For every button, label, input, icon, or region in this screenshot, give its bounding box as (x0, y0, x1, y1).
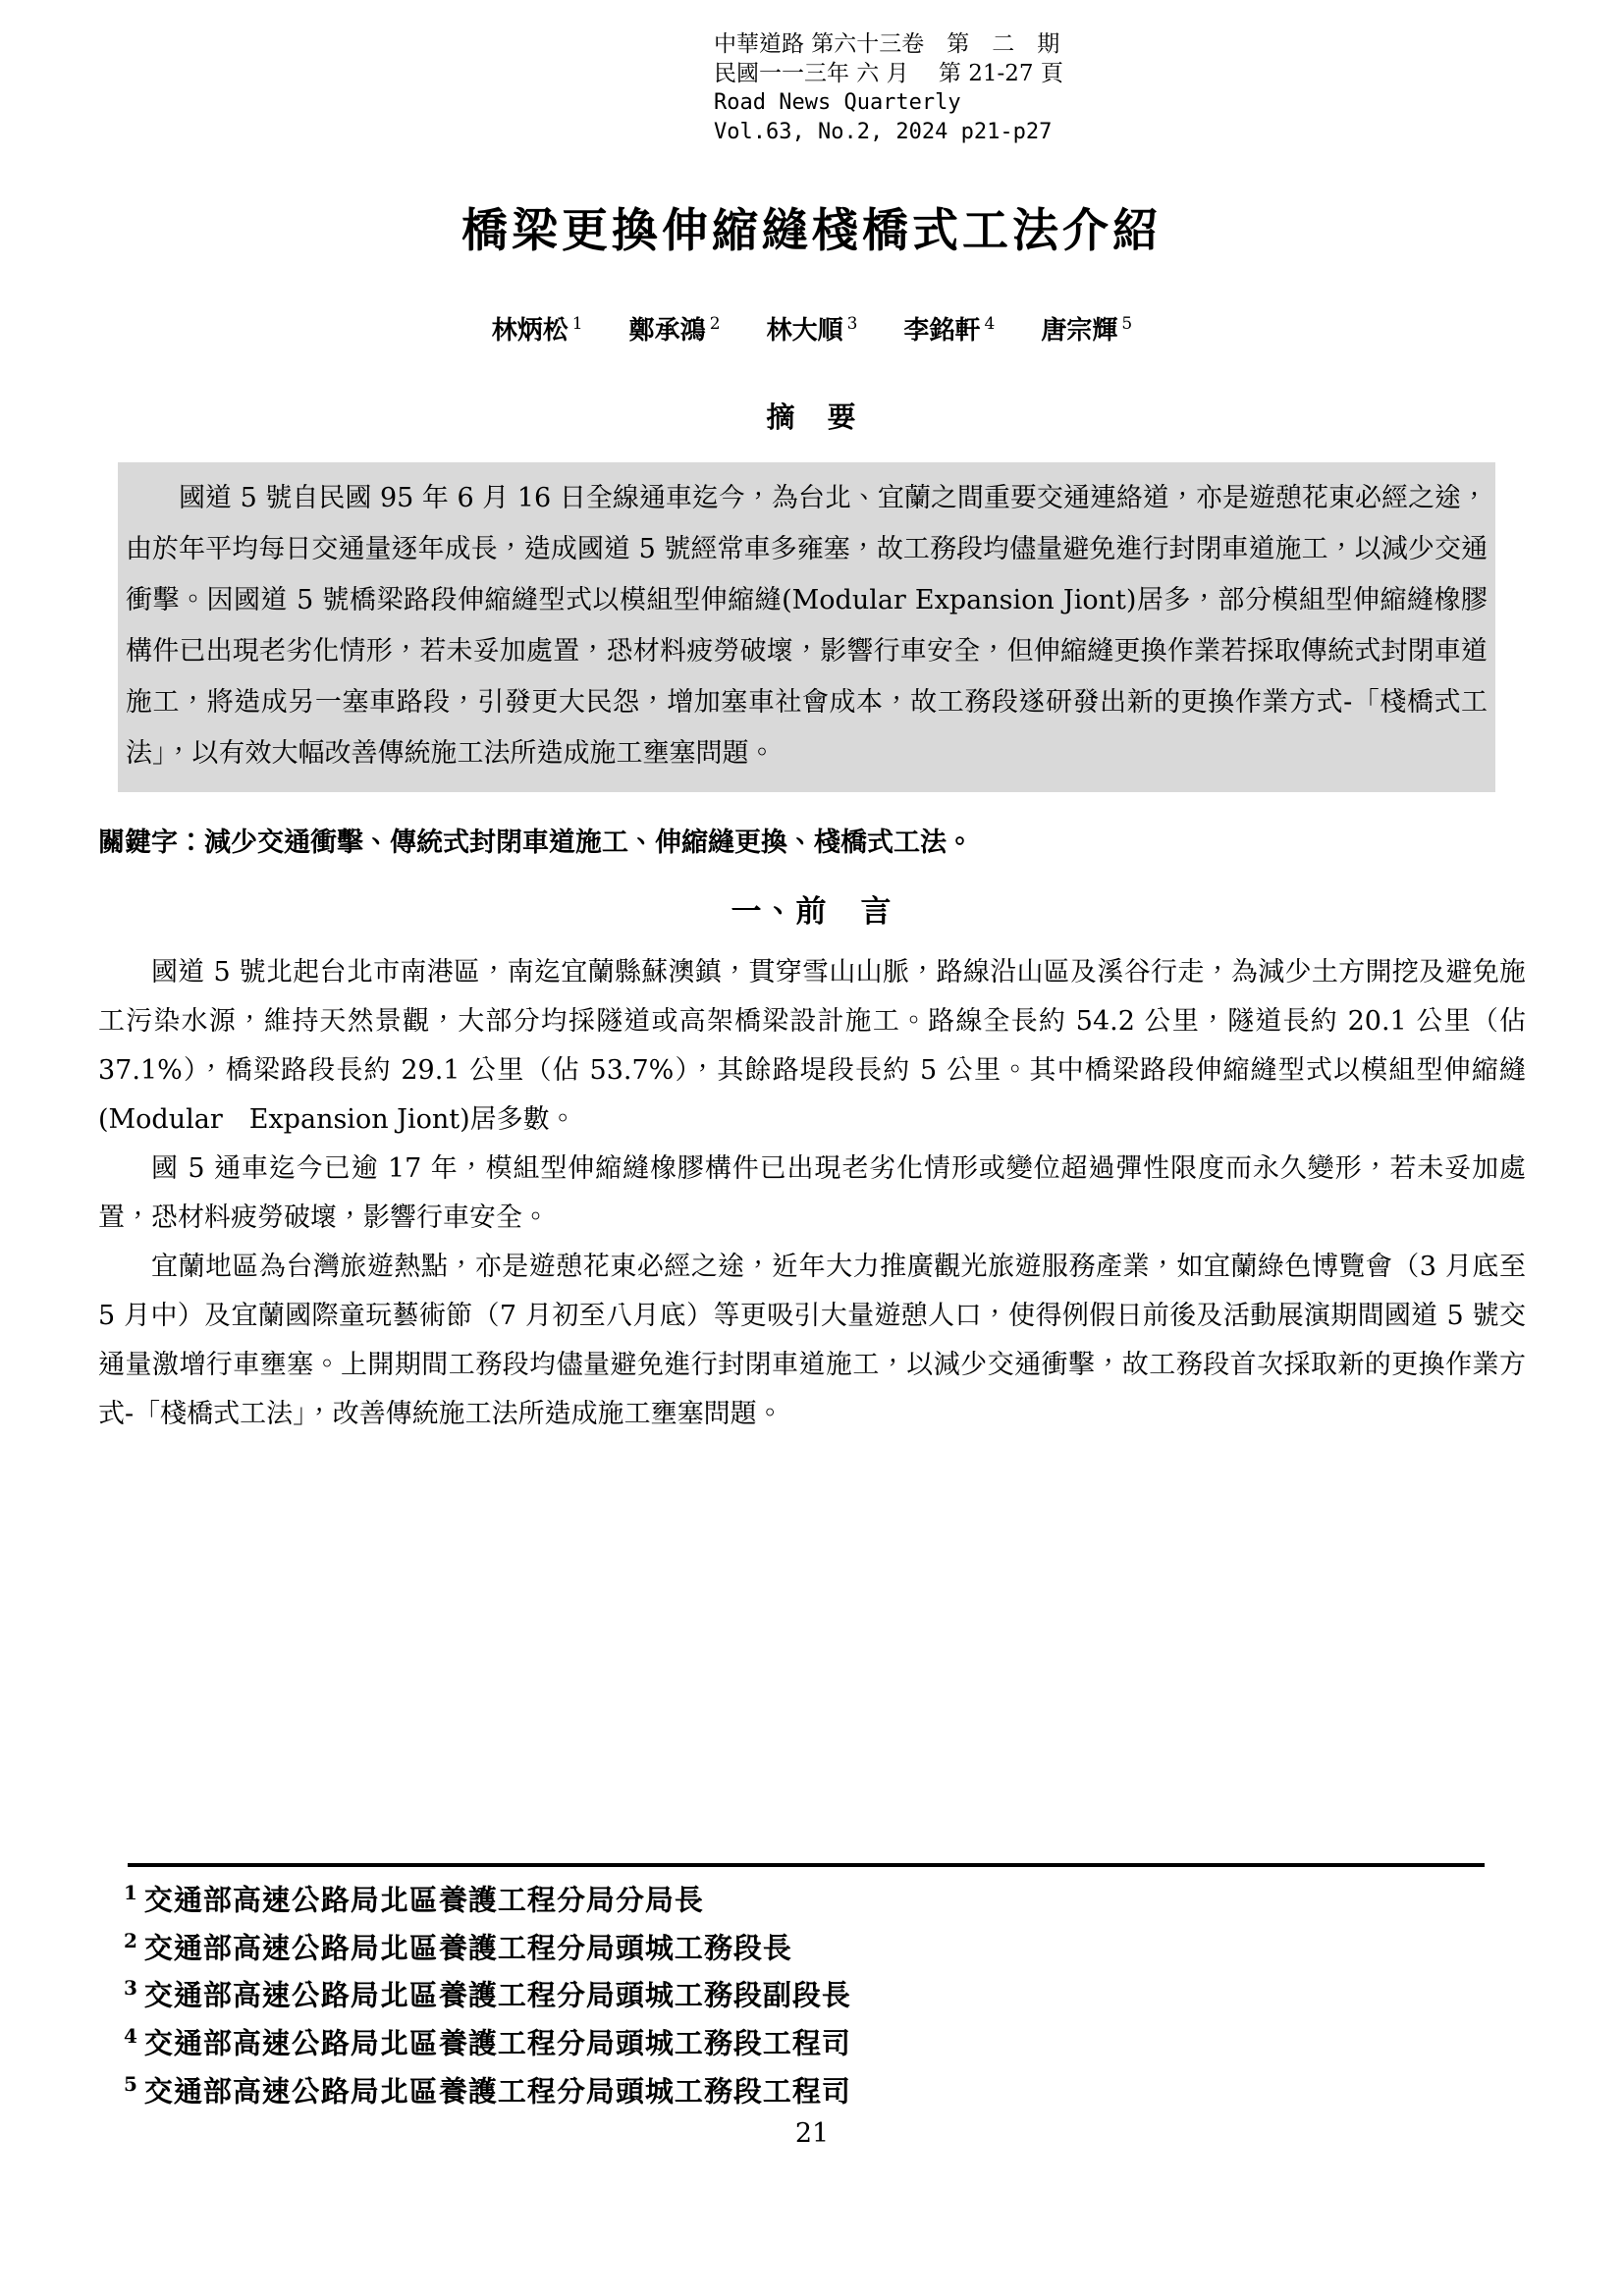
footnote-number: 3 (124, 1976, 138, 2001)
footnote (124, 1968, 1518, 2016)
footnote (124, 2016, 1518, 2064)
keywords-text: 減少交通衝擊、傳統式封閉車道施工、伸縮縫更換、棧橋式工法。 (204, 828, 973, 858)
author (629, 310, 721, 347)
footnote (124, 2064, 1518, 2112)
journal-header-name-en: Road News Quarterly (714, 90, 961, 115)
footnote-number: 1 (124, 1881, 138, 1904)
journal-header-issue-en: Vol.63, No.2, 2024 p21-p27 (714, 120, 1053, 144)
author (492, 310, 583, 347)
footnote-text: 交通部高速公路局北區養護工程分局頭城工務段工程司 (143, 2074, 851, 2109)
author-name: 鄭承鴻 (628, 316, 706, 346)
author-affiliation-mark: 1 (571, 314, 583, 335)
paragraph: 國道 5 號北起台北市南港區，南迄宜蘭縣蘇澳鎮，貫穿雪山山脈，路線沿山區及溪谷行走，為減少土方開挖及避免施工污染水源，維持天然景觀，大部分均採隧道或高架橋梁設計施工。路線全長約 54.2 公里，隧道長約 20.1 公里（佔 37.1%），橋梁路段長約 29.1 公里（佔 53.7%），其餘路堤段長約 5 公里。其中橋梁路段伸縮縫型式以模組型伸縮縫(Modular Expansion Jiont)居多數。 (98, 957, 1526, 1135)
author-list (0, 310, 1624, 347)
footnote-text: 交通部高速公路局北區養護工程分局頭城工務段長 (143, 1931, 792, 1965)
section-heading-introduction: 一、前 言 (731, 894, 893, 930)
page-number: 21 (794, 2118, 830, 2149)
footnote (124, 1873, 1518, 1921)
abstract-box (118, 462, 1495, 792)
author-affiliation-mark: 3 (846, 314, 858, 335)
footnote-number: 5 (124, 2071, 138, 2096)
footnote-list (124, 1873, 1518, 2111)
author-name: 林大順 (766, 316, 843, 346)
author-name: 唐宗輝 (1041, 316, 1118, 346)
footnote (124, 1921, 1518, 1969)
author-name: 李銘軒 (903, 316, 981, 346)
abstract-text: 國道 5 號自民國 95 年 6 月 16 日全線通車迄今，為台北、宜蘭之間重要交通連絡道，亦是遊憩花東必經之途，由於年平均每日交通量逐年成長，造成國道 5 號經常車多雍塞，故工務段均儘量避免進行封閉車道施工，以減少交通衝擊。因國道 5 號橋梁路段伸縮縫型式以模組型伸縮縫(Modular Expansion Jiont)居多，部分模組型伸縮縫橡膠構件已出現老劣化情形，若未妥加處置，恐材料疲勞破壞，影響行車安全，但伸縮縫更換作業若採取傳統式封閉車道施工，將造成另一塞車路段，引發更大民怨，增加塞車社會成本，故工務段遂研發出新的更換作業方式-「棧橋式工法」，以有效大幅改善傳統施工法所造成施工壅塞問題。 (126, 483, 1488, 769)
paragraph: 國 5 通車迄今已逾 17 年，模組型伸縮縫橡膠構件已出現老劣化情形或變位超過彈性限度而永久變形，若未妥加處置，恐材料疲勞破壞，影響行車安全。 (98, 1153, 1526, 1233)
page-title: 橋梁更換伸縮縫棧橋式工法介紹 (461, 204, 1163, 258)
paragraph: 宜蘭地區為台灣旅遊熱點，亦是遊憩花東必經之途，近年大力推廣觀光旅遊服務產業，如宜蘭綠色博覽會（3 月底至 5 月中）及宜蘭國際童玩藝術節（7 月初至八月底）等更吸引大量遊憩人口，使得例假日前後及活動展演期間國道 5 號交通量激增行車壅塞。上開期間工務段均儘量避免進行封閉車道施工，以減少交通衝擊，故工務段首次採取新的更換作業方式-「棧橋式工法」，改善傳統施工法所造成施工壅塞問題。 (98, 1252, 1526, 1429)
author-affiliation-mark: 4 (984, 314, 996, 335)
author (767, 310, 858, 347)
introduction-body (98, 948, 1526, 1439)
journal-header-volume-line: 中華道路 第六十三卷 第 二 期 (714, 31, 1060, 57)
abstract-heading: 摘 要 (766, 400, 858, 434)
author (903, 310, 995, 347)
footnote-text: 交通部高速公路局北區養護工程分局分局長 (143, 1883, 704, 1917)
author-affiliation-mark: 2 (709, 314, 721, 335)
journal-header-date-line: 民國一一三年 六 月 第 21-27 頁 (714, 61, 1063, 86)
author (1041, 310, 1132, 347)
keywords-label: 關鍵字： (98, 828, 204, 858)
footnote-number: 4 (124, 2023, 138, 2048)
footnote-text: 交通部高速公路局北區養護工程分局頭城工務段工程司 (143, 2026, 851, 2060)
author-affiliation-mark: 5 (1121, 314, 1133, 335)
footnote-divider (128, 1863, 1485, 1867)
keywords-line (98, 821, 1526, 859)
journal-header (714, 29, 1063, 147)
author-name: 林炳松 (491, 316, 568, 346)
footnote-text: 交通部高速公路局北區養護工程分局頭城工務段副段長 (143, 1978, 851, 2012)
footnote-number: 2 (124, 1928, 138, 1952)
